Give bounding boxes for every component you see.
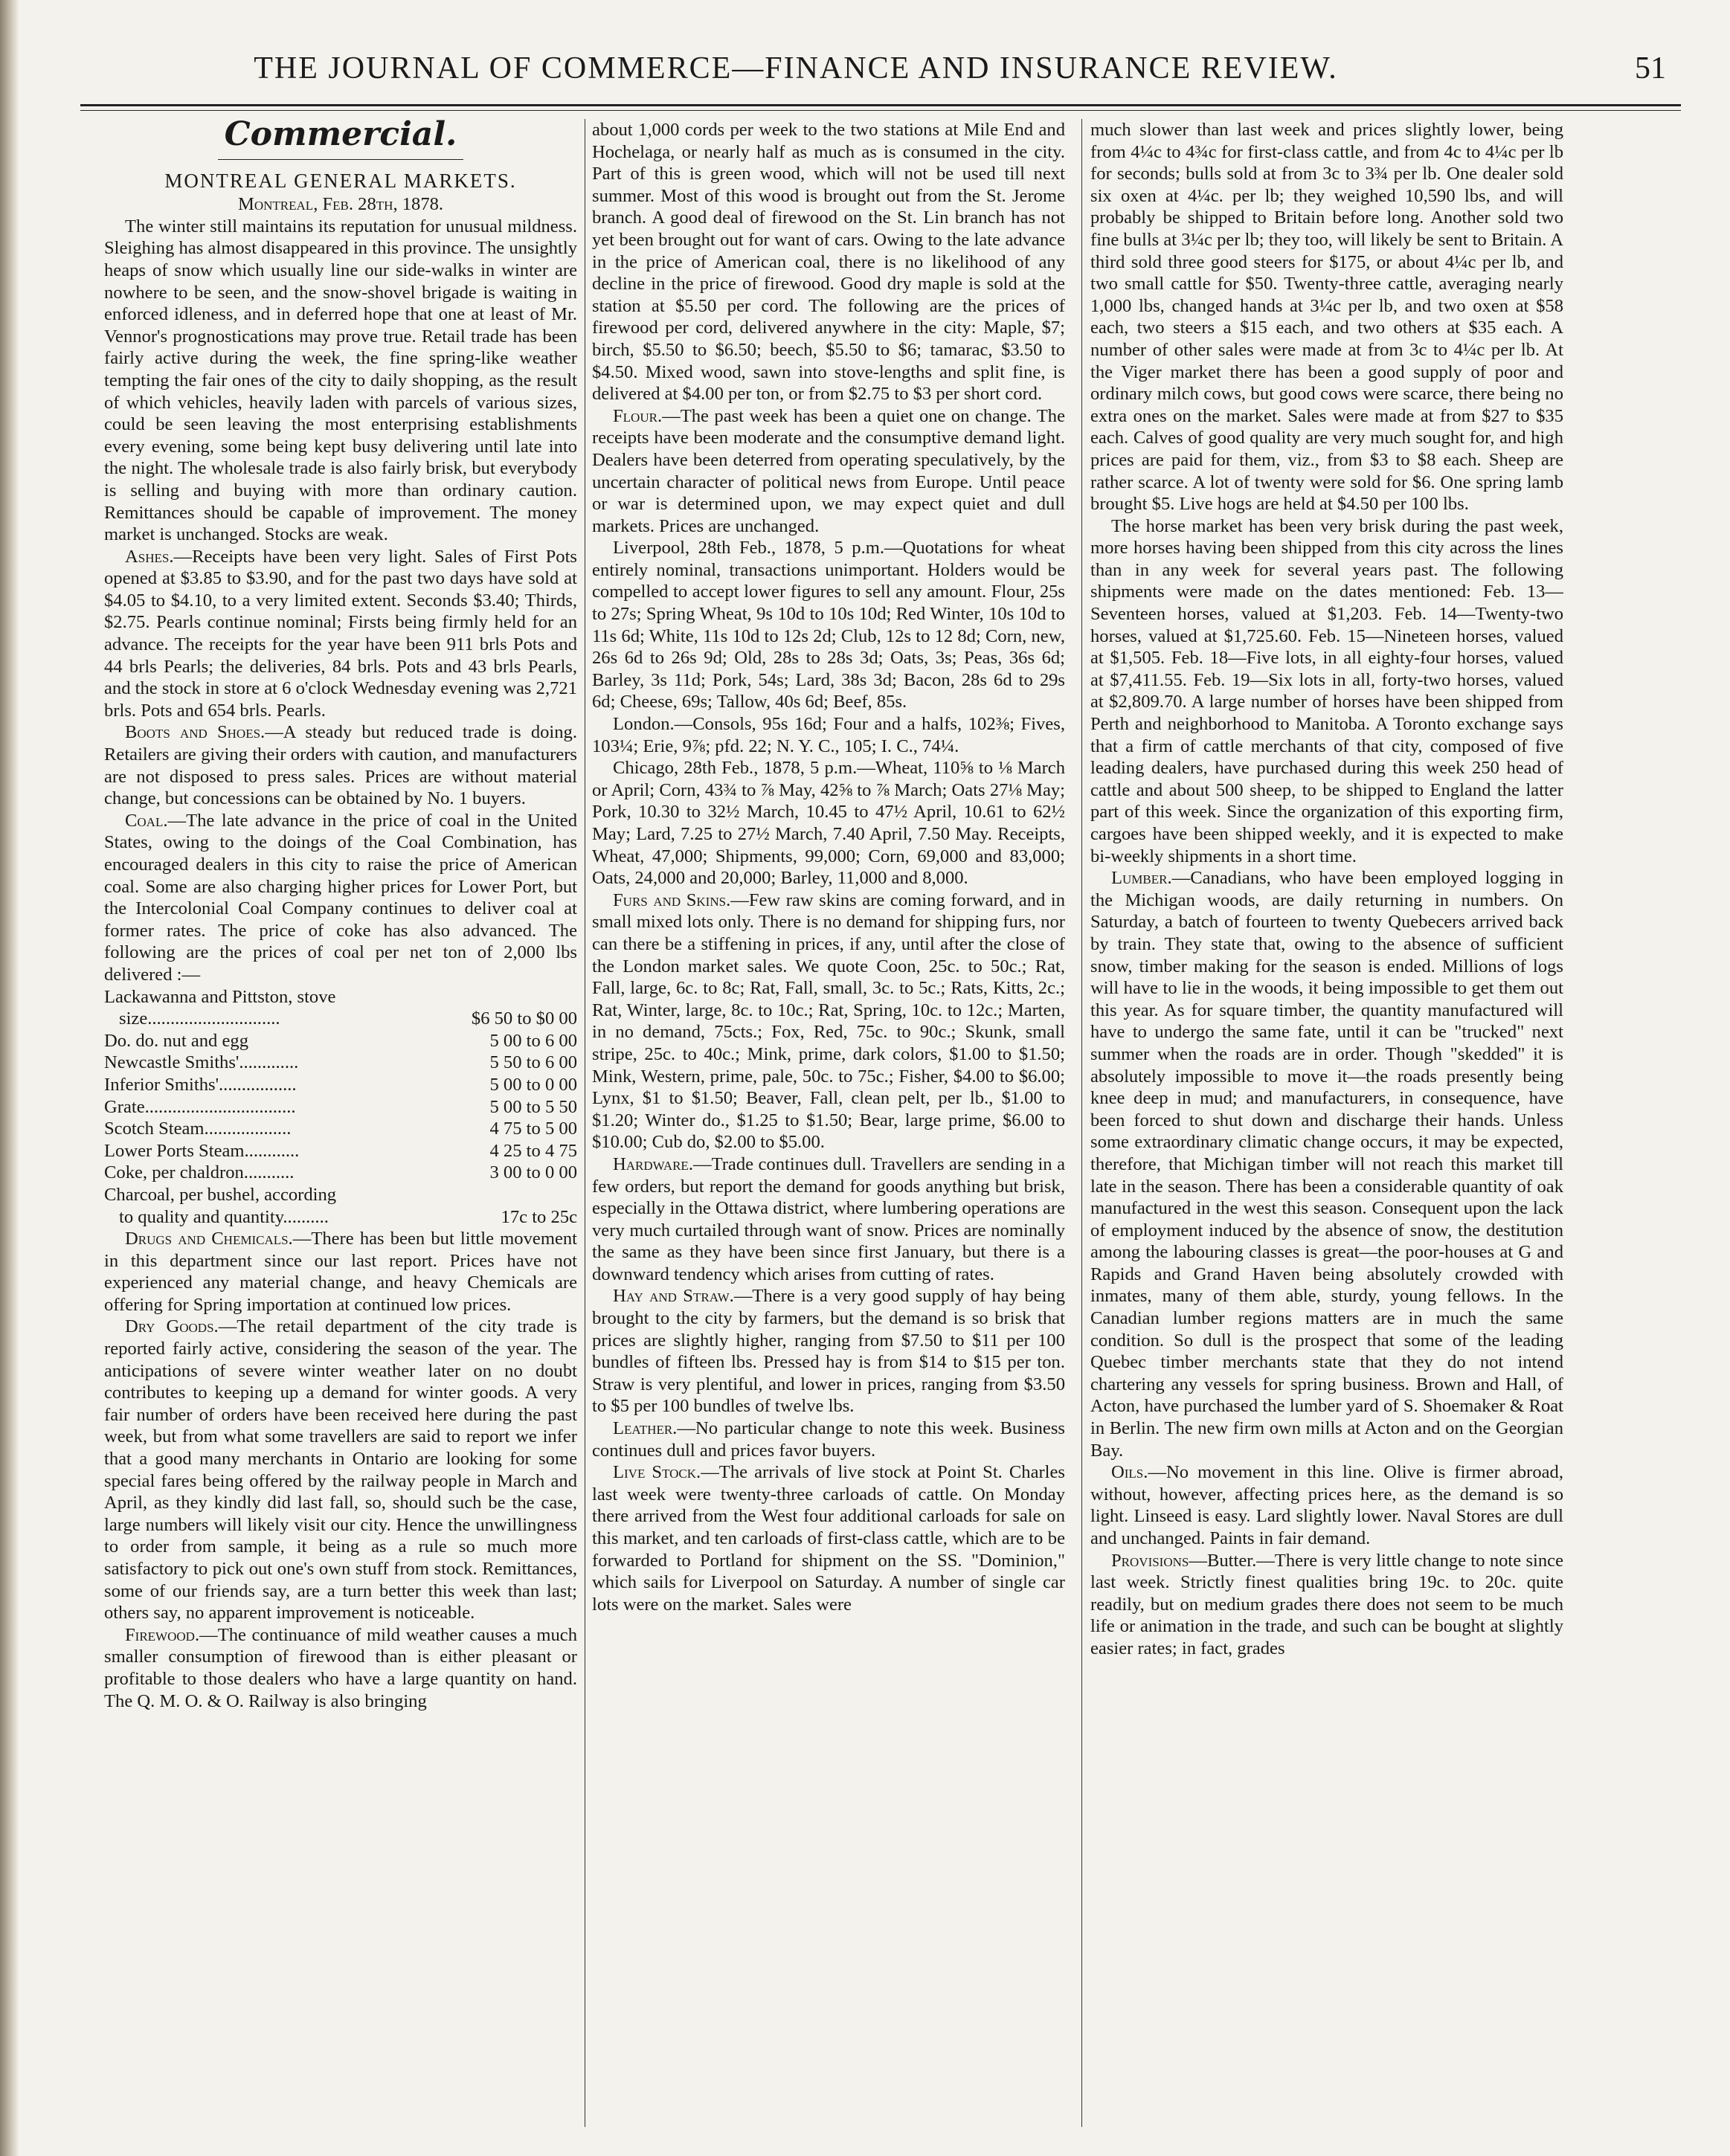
coal-price-value: 4 25 to 4 75 bbox=[489, 1140, 577, 1161]
coal-price-value: 5 00 to 0 00 bbox=[489, 1074, 577, 1095]
coal-price-value: 17c to 25c bbox=[501, 1206, 577, 1227]
live-stock-heading: Live Stock. bbox=[613, 1462, 701, 1483]
coal-price-row bbox=[104, 986, 577, 1008]
hay-text: —There is a very good supply of hay being brought to the city by farmers, but the demand is so brisk that prices are slightly higher, ranging from $7.50 to $11 per 100 bundles of fifteen lbs. Pressed hay is from $14 to $15 per ton. Straw is very plentiful, and lower in prices, ranging from $3.50 to $5 per 100 bundles of twelve lbs. bbox=[592, 1286, 1065, 1417]
live-stock-text: —The arrivals of live stock at Point St. Charles last week were twenty-three carloads of cattle. On Monday there arrived from the West four additional carloads for sale on this market, and ten carloads of first-class cattle, which are to be forwarded to Portland for shipment on the SS. "Dominion," which sails for Liverpool on Saturday. A number of single car lots were on the market. Sales were bbox=[592, 1462, 1065, 1615]
coal-text: —The late advance in the price of coal in the United States, owing to the doings of the Coal Combination, has encouraged dealers in this city to raise the price of American coal. Some are also charging higher prices for Lower Port, but the Intercolonial Coal Company continues to deliver coal at former rates. The price of coke has also advanced. The following are the prices of coal per net ton of 2,000 lbs delivered :— bbox=[104, 810, 577, 985]
furs-text: —Few raw skins are coming forward, and in small mixed lots only. There is no demand for shipping furs, nor can there be a stiffening in prices, if any, until after the close of the London market sales. We quote Coon, 25c. to 50c.; Rat, Fall, large, 6c. to 8c; Rat, Fall, small, 3c. to 5c.; Rats, Kitts, 2c.; Rat, Winter, large, 8c. to 10c.; Rat, Spring, 10c. to 12c.; Marten, in no demand, 75cts.; Fox, Red, 75c. to 90c.; Skunk, small stripe, 25c. to 40c.; Mink, prime, dark colors, $1.00 to $1.50; Mink, Western, prime, pale, 50c. to 75c.; Fisher, $4.00 to $6.00; Lynx, $1 to $1.50; Beaver, Fall, clean pelt, per lb., $1.00 to $1.20; Winter do., $1.25 to $1.50; Bear, large prime, $6.00 to $10.00; Cub do, $2.00 to $5.00. bbox=[592, 889, 1065, 1153]
coal-price-value bbox=[466, 986, 577, 1008]
hardware-text: —Trade continues dull. Travellers are sending in a few orders, but report the demand for goods anything but brisk, especially in the Ottawa district, where lumbering operations are very much curtailed through want of snow. Prices are nominally the same as they have been since first January, but there is a downward tendency which arises from cutting of rates. bbox=[592, 1153, 1065, 1284]
coal-price-table bbox=[104, 986, 577, 1229]
leather-text: —No particular change to note this week. Business continues dull and prices favor buyers. bbox=[592, 1418, 1065, 1461]
lumber-paragraph bbox=[1090, 867, 1563, 1461]
leather-heading: Leather. bbox=[613, 1418, 678, 1439]
chicago-paragraph: Chicago, 28th Feb., 1878, 5 p.m.—Wheat, 110⅝ to ⅛ March or April; Corn, 43¾ to ⅞ May, 42⅝ to ⅞ March; Oats 27⅛ May; Pork, 10.30 to 32½ March, 10.45 to 47½ April, 10.61 to 62½ May; Lard, 7.25 to 27½ March, 7.40 April, 7.50 May. Receipts, Wheat, 47,000; Shipments, 99,000; Corn, 69,000 and 83,000; Oats, 24,000 and 20,000; Barley, 11,000 and 8,000. bbox=[592, 758, 1065, 889]
coal-price-value: 5 00 to 6 00 bbox=[489, 1030, 577, 1051]
firewood-paragraph bbox=[104, 1624, 577, 1712]
column-3 bbox=[1090, 119, 1563, 2127]
firewood-continued: about 1,000 cords per week to the two stations at Mile End and Hochelaga, or nearly half as much as is consumed in the city. Part of this is green wood, which will not be used till next summer. Most of this wood is brought out from the St. Jerome branch. A good deal of firewood on the St. Lin branch has not yet been brought out for want of cars. Owing to the late advance in the price of American coal, there is no likelihood of any decline in the price of firewood. Good dry maple is sold at the station at $5.50 per cord. The following are the prices of firewood per cord, delivered anywhere in the city: Maple, $7; birch, $5.50 to $6.50; beech, $5.50 to $6; tamarac, $3.50 to $4.50. Mixed wood, sawn into stove-lengths and split fine, is delivered at $4.00 per ton, or from $2.75 to $3 per short cord. bbox=[592, 120, 1065, 405]
article-dateline: Montreal, Feb. 28th, 1878. bbox=[238, 194, 444, 215]
provisions-text: —Butter.—There is very little change to note since last week. Strictly finest qualities bring 19c. to 20c. quite readily, but on medium grades there does not seem to be much life or animation in the trade, and such can be bought at slightly easier rates; in fact, grades bbox=[1090, 1550, 1563, 1658]
coal-price-label: Lower Ports Steam............ bbox=[104, 1140, 300, 1161]
drugs-paragraph bbox=[104, 1228, 577, 1316]
live-stock-paragraph bbox=[592, 1461, 1065, 1615]
firewood-heading: Firewood. bbox=[125, 1624, 200, 1645]
coal-price-row bbox=[104, 1074, 577, 1096]
coal-price-label: Charcoal, per bushel, according bbox=[104, 1184, 337, 1205]
coal-price-row bbox=[104, 1140, 577, 1162]
dry-goods-text: —The retail department of the city trade is reported fairly active, considering the season of the year. The anticipations of severe winter weather later on no doubt contributes to keeping up a demand for winter goods. A very fair number of orders have been received here during the past week, but from what some travellers are said to report we infer that a good many merchants in Ontario are looking for some special fares being offered by the railway people in March and April, as they kindly did last fall, so, should such be the case, large numbers will likely visit our city. Hence the unwillingness to order from sample, it being as a rule so much more satisfactory to pick out one's own stuff from stock. Remittances, some of our friends say, are a turn better this week than last; others say, no apparent improvement is noticeable. bbox=[104, 1316, 577, 1624]
provisions-heading: Provisions bbox=[1111, 1550, 1189, 1571]
column-1 bbox=[104, 119, 577, 2127]
coal-paragraph bbox=[104, 810, 577, 986]
boots-heading: Boots and Shoes. bbox=[125, 722, 266, 743]
horse-market-paragraph: The horse market has been very brisk during the past week, more horses having been shipped from this city across the lines than in any week for several years past. The following shipments were made on the dates mentioned: Feb. 13—Seventeen horses, valued at $1,203. Feb. 14—Twenty-two horses, valued at $1,725.60. Feb. 15—Nineteen horses, valued at $1,505. Feb. 18—Five lots, in all eighty-four horses, valued at $7,411.55. Feb. 19—Six lots in all, forty-two horses, valued at $2,809.70. A large number of horses have been shipped from Perth and neighborhood to Manitoba. A Toronto exchange says that a firm of cattle merchants of that city, composed of five leading dealers, have purchased during this week 250 head of cattle and about 500 sheep, to be shipped to England the latter part of this week. Since the organization of this exporting firm, cargoes have been shipped weekly, and it is expected to make bi-weekly shipments in a short time. bbox=[1090, 515, 1563, 866]
coal-price-row bbox=[104, 1008, 577, 1030]
hay-paragraph bbox=[592, 1285, 1065, 1418]
coal-price-label: Scotch Steam................... bbox=[104, 1119, 292, 1139]
coal-price-row bbox=[104, 1206, 577, 1229]
coal-price-label: Lackawanna and Pittston, stove bbox=[104, 986, 336, 1007]
flour-paragraph bbox=[592, 405, 1065, 538]
lumber-heading: Lumber. bbox=[1111, 868, 1172, 889]
coal-price-value: $6 50 to $0 00 bbox=[471, 1008, 577, 1029]
coal-price-row bbox=[104, 1184, 577, 1206]
column-divider-2 bbox=[1081, 119, 1082, 2127]
page-binding-edge bbox=[0, 0, 19, 2156]
journal-title: THE JOURNAL OF COMMERCE—FINANCE AND INSURANCE REVIEW. bbox=[254, 51, 1338, 86]
coal-price-value: 5 50 to 6 00 bbox=[489, 1052, 577, 1073]
liverpool-paragraph: Liverpool, 28th Feb., 1878, 5 p.m.—Quotations for wheat entirely nominal, transactions unimportant. Holders would be compelled to accept lower figures to sell any amount. Flour, 25s to 27s; Spring Wheat, 9s 10d to 10s 10d; Red Winter, 10s 10d to 11s 6d; White, 11s 10d to 12s 2d; Club, 12s to 12 8d; Corn, new, 26s 6d to 26s 9d; Old, 28s to 28s 3d; Oats, 3s; Peas, 36s 6d; Barley, 3s 11d; Pork, 54s; Lard, 38s 3d; Bacon, 28s 6d to 29s 6d; Cheese, 69s; Tallow, 40s 6d; Beef, 85s. bbox=[592, 538, 1065, 712]
coal-price-row bbox=[104, 1030, 577, 1052]
flour-heading: Flour. bbox=[613, 405, 663, 426]
coal-heading: Coal. bbox=[125, 810, 168, 831]
coal-price-label: Do. do. nut and egg bbox=[104, 1030, 248, 1051]
hay-heading: Hay and Straw. bbox=[613, 1286, 734, 1307]
coal-price-label: Coke, per chaldron........... bbox=[104, 1162, 295, 1183]
ashes-heading: Ashes. bbox=[125, 546, 174, 567]
article-title: MONTREAL GENERAL MARKETS. bbox=[164, 169, 517, 192]
coal-price-label: size............................. bbox=[119, 1008, 280, 1029]
coal-price-row bbox=[104, 1052, 577, 1074]
coal-price-value: 3 00 to 0 00 bbox=[489, 1162, 577, 1183]
column-2 bbox=[592, 119, 1065, 2127]
masthead-divider bbox=[218, 159, 463, 160]
coal-price-value bbox=[466, 1184, 577, 1206]
live-stock-continued: much slower than last week and prices slightly lower, being from 4¼c to 4¾c for first-class cattle, and from 4c to 4¼c per lb for seconds; bulls sold at from 3c to 3¾ per lb. One dealer sold six oxen at 4¼c. per lb; they weighed 10,590 lbs, and will probably be shipped to Britain before long. Another sold two fine bulls at 3¼c per lb; they too, will likely be sent to Britain. A third sold three good steers for $175, or about 4¼c per lb, and two small cattle for $50. Twenty-three cattle, averaging nearly 1,000 lbs, changed hands at 3¼c per lb, and two oxen at $58 each, two steers a $15 each, and two others at $35 each. A number of other sales were made at from 3c to 4¼c per lb. At the Viger market there has been a good supply of poor and ordinary milch cows, but good cows were scarce, there being no extra ones on the market. Sales were made at from $27 to $35 each. Calves of good quality are very much sought for, and high prices are paid for them, viz., from $3 to $8 each. Sheep are rather scarce. A lot of twenty were sold for $6. One spring lamb brought $5. Live hogs are held at $4.50 per 100 lbs. bbox=[1090, 120, 1563, 515]
flour-text: —The past week has been a quiet one on change. The receipts have been moderate and the consumptive demand light. Dealers have been deterred from operating speculatively, by the uncertain character of political news from Europe. Until peace or war is determined upon, we may expect quiet and dull markets. Prices are unchanged. bbox=[592, 405, 1065, 536]
intro-paragraph: The winter still maintains its reputation for unusual mildness. Sleighing has almost disappeared in this province. The unsightly heaps of snow which usually line our side-walks in winter are nowhere to be seen, and the snow-shovel brigade is waiting in enforced idleness, and in deferred hope that one at least of Mr. Vennor's prognostications may prove true. Retail trade has been fairly active during the week, the fine spring-like weather tempting the fair ones of the city to daily shopping, as the result of which vehicles, heavily laden with parcels of various sizes, could be seen leaving the most enterprising establishments every evening, some being kept busy delivering until late into the night. The wholesale trade is also fairly brisk, but everybody is selling and buying with more than ordinary caution. Remittances should be capable of improvement. The money market is unchanged. Stocks are weak. bbox=[104, 216, 577, 545]
london-paragraph: London.—Consols, 95s 16d; Four and a halfs, 102⅜; Fives, 103¼; Erie, 9⅞; pfd. 22; N. Y. C., 105; I. C., 74¼. bbox=[592, 714, 1065, 756]
drugs-heading: Drugs and Chemicals. bbox=[125, 1229, 293, 1249]
header-rule-thick bbox=[80, 104, 1681, 106]
leather-paragraph bbox=[592, 1418, 1065, 1461]
boots-text: —A steady but reduced trade is doing. Retailers are giving their orders with caution, and manufacturers are not disposed to press sales. Prices are without material change, but concessions can be obtained by No. 1 buyers. bbox=[104, 722, 577, 809]
coal-price-value: 4 75 to 5 00 bbox=[489, 1119, 577, 1139]
coal-price-label: Inferior Smiths'................. bbox=[104, 1074, 297, 1095]
page-number: 51 bbox=[1635, 51, 1666, 86]
coal-price-row bbox=[104, 1162, 577, 1184]
page-header bbox=[45, 51, 1681, 95]
firewood-text: —The continuance of mild weather causes a much smaller consumption of firewood than is either pleasant or profitable to those dealers who have a large quantity on hand. The Q. M. O. & O. Railway is also bringing bbox=[104, 1624, 577, 1711]
hardware-paragraph bbox=[592, 1153, 1065, 1286]
oils-text: —No movement in this line. Olive is firmer abroad, without, however, affecting prices here, as the demand is so light. Linseed is easy. Lard slightly lower. Naval Stores are dull and unchanged. Paints in fair demand. bbox=[1090, 1462, 1563, 1548]
dry-goods-paragraph bbox=[104, 1316, 577, 1624]
provisions-paragraph bbox=[1090, 1550, 1563, 1660]
header-rule-thin bbox=[80, 110, 1681, 111]
hardware-heading: Hardware. bbox=[613, 1153, 693, 1174]
coal-price-row bbox=[104, 1118, 577, 1140]
oils-paragraph bbox=[1090, 1461, 1563, 1549]
furs-paragraph bbox=[592, 889, 1065, 1153]
boots-paragraph bbox=[104, 721, 577, 809]
coal-price-label: Newcastle Smiths'............. bbox=[104, 1052, 299, 1073]
furs-heading: Furs and Skins. bbox=[613, 889, 731, 910]
dry-goods-heading: Dry Goods. bbox=[125, 1316, 219, 1337]
coal-price-label: Grate................................. bbox=[104, 1096, 296, 1117]
ashes-text: —Receipts have been very light. Sales of First Pots opened at $3.85 to $3.90, and for the past two days have sold at $4.05 to $4.10, to a very limited extent. Seconds $3.40; Thirds, $2.75. Pearls continue nominal; Firsts being firmly held for an advance. The receipts for the year have been 911 brls Pots and 44 brls Pearls; the deliveries, 84 brls. Pots and 43 brls Pearls, and the stock in store at 6 o'clock Wednesday evening was 2,721 brls. Pots and 654 brls. Pearls. bbox=[104, 546, 577, 721]
coal-price-label: to quality and quantity.......... bbox=[119, 1206, 329, 1227]
ashes-paragraph bbox=[104, 546, 577, 722]
coal-price-value: 5 00 to 5 50 bbox=[489, 1096, 577, 1117]
coal-price-row bbox=[104, 1096, 577, 1119]
drugs-text: —There has been but little movement in this department since our last report. Prices have not experienced any material change, and heavy Chemicals are offering for Spring importation at continued low prices. bbox=[104, 1229, 577, 1315]
section-masthead: Commercial. bbox=[224, 119, 457, 153]
oils-heading: Oils. bbox=[1111, 1462, 1148, 1483]
lumber-text: —Canadians, who have been employed logging in the Michigan woods, are daily returning in numbers. On Saturday, a batch of fourteen to twenty Quebecers arrived back by train. They state that, owing to the absence of sufficient snow, timber making for the season is ended. Millions of logs will have to lie in the woods, it being impossible to get them out this year. As for square timber, the quantity manufactured will have to undergo the same fate, until it can be "trucked" next summer when the roads are in order. Though "skedded" it is absolutely impossible to move it—the roads presently being knee deep in mud; and manufacturers, in consequence, have been forced to shut down and discharge their hands. Unless some extraordinary climatic change occurs, it may be expected, therefore, that Michigan timber will not reach this market till late in the season. There has been a considerable quantity of oak manufactured in the west this season. Consequent upon the lack of employment induced by the absence of snow, the destitution among the labouring classes is great—the poor-houses at G and Rapids and Grand Haven being absolutely crowded with inmates, many of them able, sturdy, young fellows. In the Canadian lumber regions matters are in much the same condition. So dull is the prospect that some of the leading Quebec timber merchants state that they do not intend chartering any vessels for spring business. Brown and Hall, of Acton, have purchased the lumber yard of S. Shoemaker & Roat in Berlin. The new firm own mills at Acton and on the Georgian Bay. bbox=[1090, 868, 1563, 1461]
